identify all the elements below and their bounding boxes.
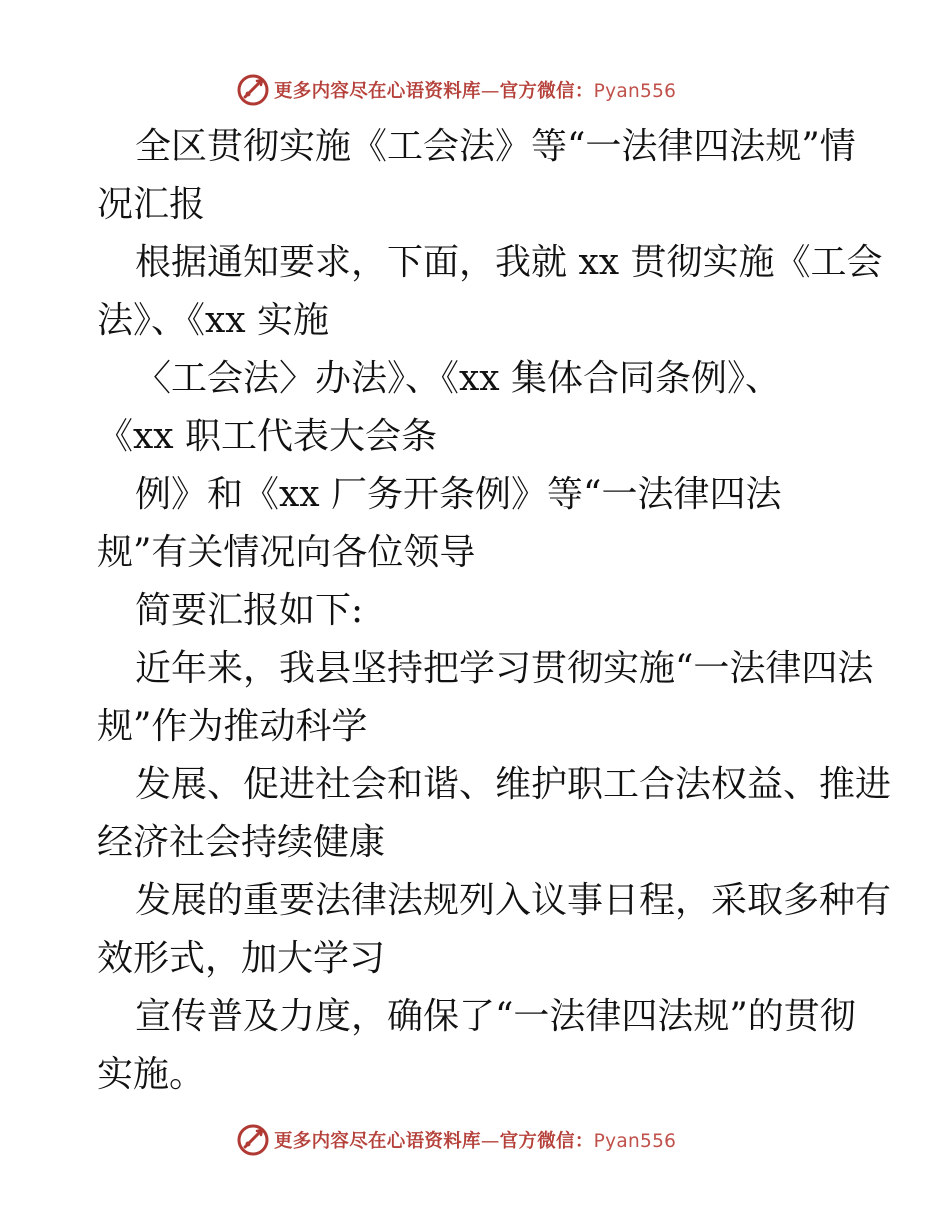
banner-text bbox=[274, 1127, 676, 1153]
doc-line: 规”作为推动科学 bbox=[97, 706, 368, 747]
banner-wechat-label: 官方微信： bbox=[499, 1131, 594, 1152]
brand-logo-icon bbox=[236, 1123, 270, 1157]
doc-line: 〈工会法〉办法》、《xx 集体合同条例》、 bbox=[135, 358, 782, 399]
banner-separator: — bbox=[480, 81, 500, 102]
footer-banner bbox=[236, 1122, 676, 1158]
banner-slogan: 更多内容尽在心语资料库 bbox=[274, 81, 481, 102]
doc-line: 全区贯彻实施《工会法》等“一法律四法规”情 bbox=[135, 126, 856, 167]
banner-wechat-label: 官方微信： bbox=[499, 81, 594, 102]
banner-slogan: 更多内容尽在心语资料库 bbox=[274, 1131, 481, 1152]
banner-wechat-handle: Pyan556 bbox=[593, 81, 677, 102]
banner-separator: — bbox=[480, 1131, 500, 1152]
doc-line: 发展的重要法律法规列入议事日程，采取多种有 bbox=[135, 880, 892, 921]
doc-line: 例》和《xx 厂务开条例》等“一法律四法 bbox=[135, 474, 782, 515]
document-body bbox=[97, 118, 892, 1104]
brand-logo-icon bbox=[236, 73, 270, 107]
doc-line: 简要汇报如下: bbox=[135, 590, 364, 631]
doc-line: 近年来，我县坚持把学习贯彻实施“一法律四法 bbox=[135, 648, 874, 689]
doc-line: 根据通知要求，下面，我就 xx 贯彻实施《工会 bbox=[135, 242, 883, 283]
banner-text bbox=[274, 77, 676, 103]
doc-line: 《xx 职工代表大会条 bbox=[97, 416, 438, 457]
header-banner bbox=[236, 72, 676, 108]
doc-line: 经济社会持续健康 bbox=[97, 822, 386, 863]
doc-line: 发展、促进社会和谐、维护职工合法权益、推进 bbox=[135, 764, 892, 805]
doc-line: 法》、《xx 实施 bbox=[97, 300, 330, 341]
banner-wechat-handle: Pyan556 bbox=[593, 1131, 677, 1152]
doc-line: 宣传普及力度，确保了“一法律四法规”的贯彻 bbox=[135, 996, 856, 1037]
doc-line: 效形式，加大学习 bbox=[97, 938, 386, 979]
doc-line: 况汇报 bbox=[97, 184, 206, 225]
doc-line: 规”有关情况向各位领导 bbox=[97, 532, 476, 573]
doc-line: 实施。 bbox=[97, 1054, 206, 1095]
